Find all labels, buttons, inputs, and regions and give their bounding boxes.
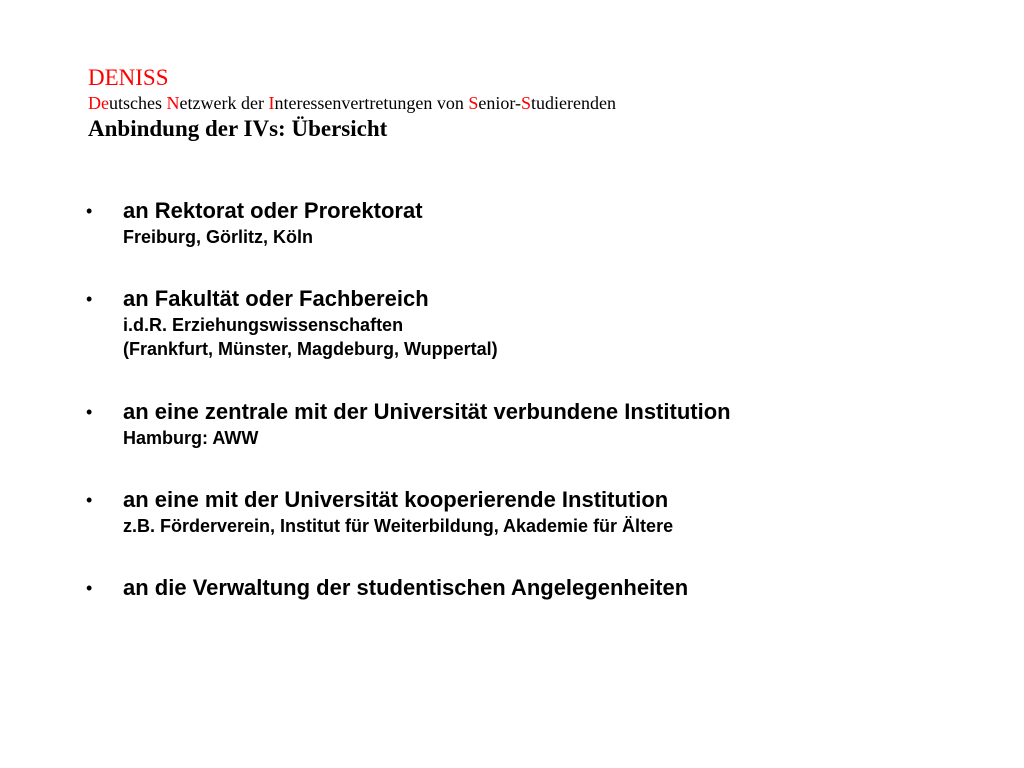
list-item-detail: z.B. Förderverein, Institut für Weiterbildung, Akademie für Ältere [123,516,674,536]
list-item-detail: (Frankfurt, Münster, Magdeburg, Wuppertal) [123,339,498,359]
slide-header [88,64,616,144]
list-item [86,398,986,450]
expansion-part: S [521,93,532,113]
list-item-title: an Fakultät oder Fachbereich [123,286,429,311]
expansion-part: De [88,93,109,113]
bullet-icon: • [86,578,93,598]
list-item [86,197,986,249]
expansion-part: enior- [478,93,522,113]
expansion-part: N [166,93,180,113]
list-item-detail: Freiburg, Görlitz, Köln [123,227,313,247]
acronym-title: DENISS [88,65,169,90]
expansion-part: S [468,93,479,113]
expansion-part: etzwerk der [179,93,269,113]
expansion-part: I [268,93,275,113]
bullet-icon: • [86,201,93,221]
list-item [86,486,986,538]
list-item-detail: Hamburg: AWW [123,428,259,448]
bullet-list [86,197,986,602]
expansion-part: utsches [109,93,167,113]
list-item-title: an eine mit der Universität kooperierende Institution [123,487,669,512]
list-item-title: an eine zentrale mit der Universität verbundene Institution [123,399,731,424]
expansion-part: tudierenden [531,93,617,113]
acronym-expansion [88,92,616,114]
bullet-icon: • [86,490,93,510]
list-item-title: an die Verwaltung der studentischen Angelegenheiten [123,575,689,600]
slide-subtitle: Anbindung der IVs: Übersicht [88,116,388,141]
list-item [86,285,986,361]
bullet-icon: • [86,402,93,422]
list-item-title: an Rektorat oder Prorektorat [123,198,423,223]
expansion-part: nteressenvertretungen von [274,93,469,113]
list-item [86,574,986,602]
list-item-detail: i.d.R. Erziehungswissenschaften [123,315,404,335]
bullet-icon: • [86,289,93,309]
